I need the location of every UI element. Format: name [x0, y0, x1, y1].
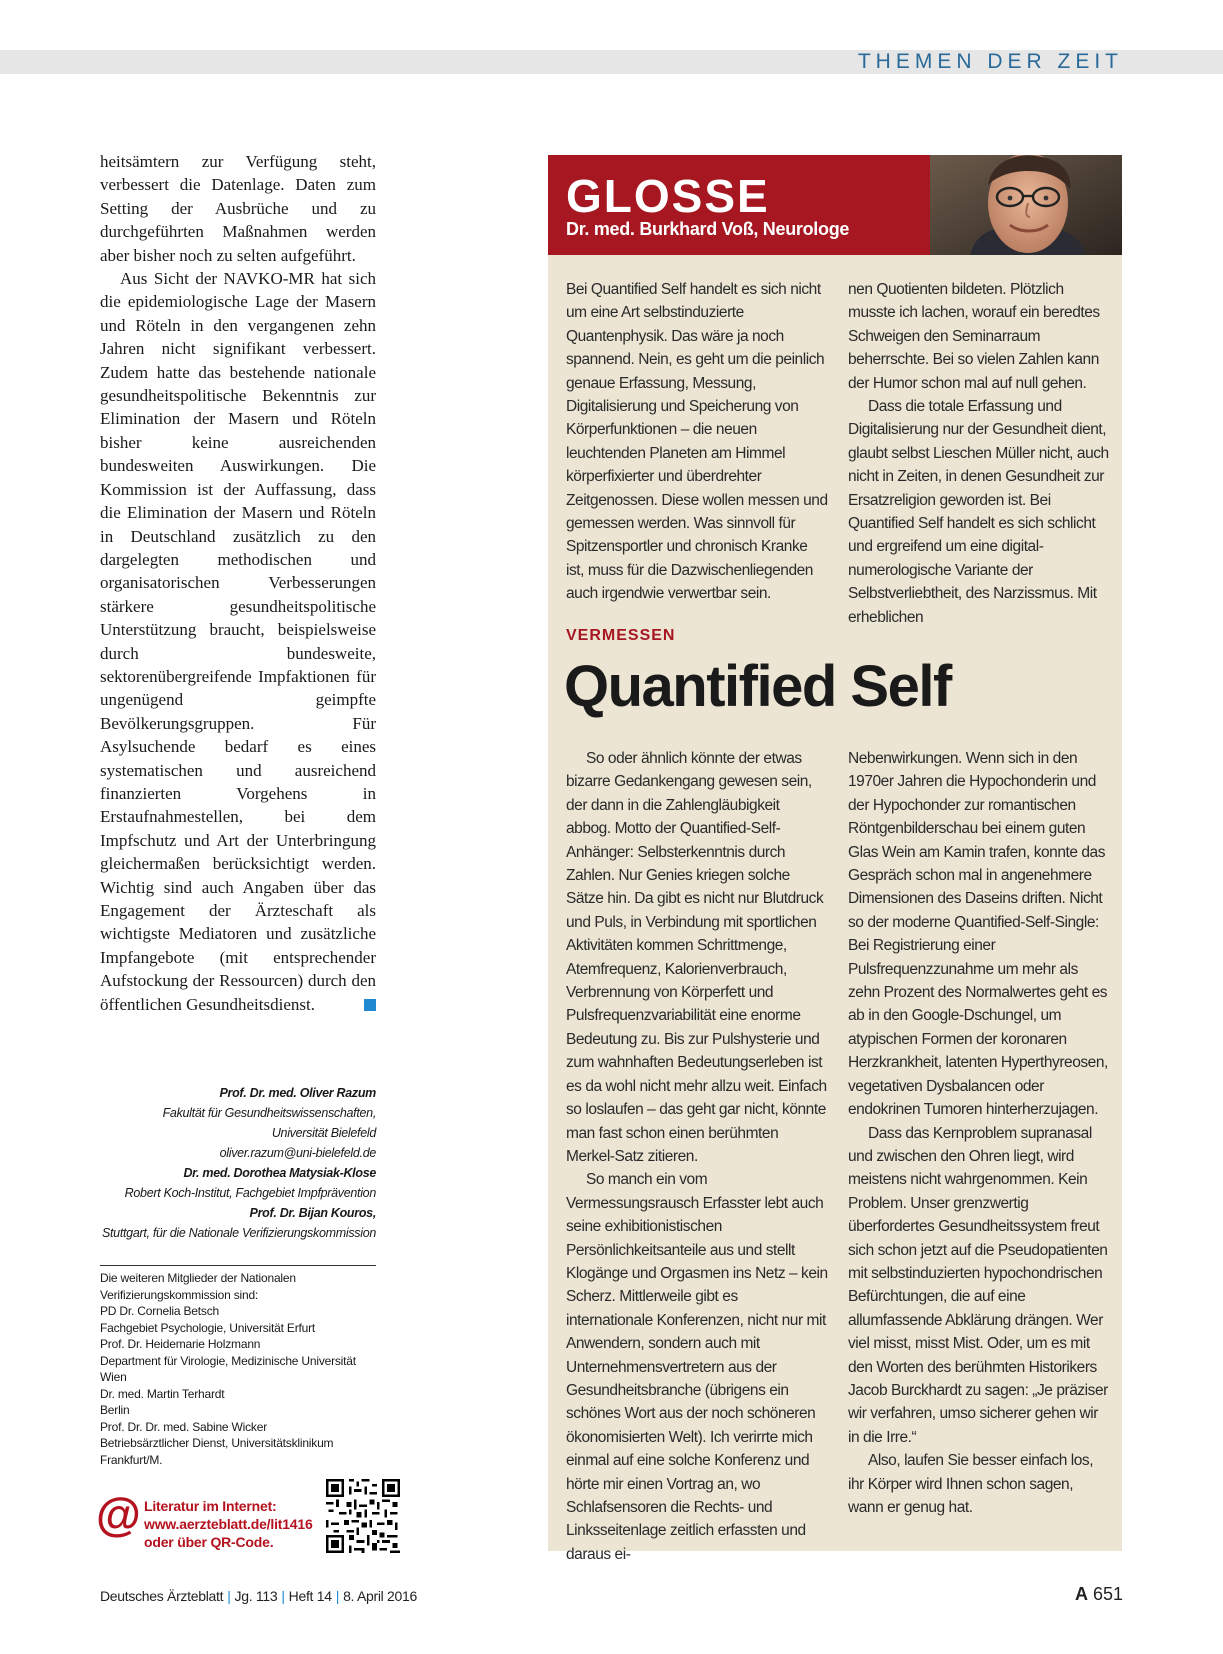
qr-code-icon[interactable]: [326, 1479, 400, 1553]
author-portrait: [930, 155, 1122, 255]
author-affiliation: Robert Koch-Institut, Fachgebiet Impfprävention: [124, 1186, 376, 1200]
literature-link[interactable]: [144, 1497, 313, 1551]
glosse-author: Dr. med. Burkhard Voß, Neurologe: [566, 219, 850, 239]
left-paragraph-2: [100, 267, 376, 1016]
page-number-value: 651: [1092, 1584, 1123, 1604]
author-affiliation: Universität Bielefeld: [271, 1126, 376, 1140]
article-paragraph: Nebenwirkungen. Wenn sich in den 1970er Jahren die Hypochonderin und der Hypochonder zur romantischen Röntgenbilderschau bei einem guten Glas Wein am Kamin trafen, konnte das Gespräch schon mal in angenehmere Dimensionen des Daseins driften. Nicht so der moderne Quantified-Self-Single: Bei Registrierung einer Pulsfrequenzzunahme um mehr als zehn Prozent des Normalwertes geht es ab in den Google-Dschungel, um atypischen Formen der koronaren Herzkrankheit, latenten Hyperthyreosen, vegetativen Dysbalancen oder endokrinen Tumoren hinterherzujagen.: [848, 750, 1108, 1119]
issue: Heft 14: [288, 1588, 332, 1604]
separator: |: [281, 1588, 285, 1604]
commission-members: [100, 1270, 376, 1468]
left-column-body: [100, 150, 376, 1016]
footer-citation: [100, 1586, 417, 1606]
commission-line: Prof. Dr. Dr. med. Sabine Wicker: [100, 1419, 267, 1434]
glosse-label: GLOSSE: [566, 170, 770, 222]
literature-line: Literatur im Internet:: [144, 1498, 277, 1514]
author-email: oliver.razum@uni-bielefeld.de: [219, 1146, 376, 1160]
article-column-2: [848, 747, 1110, 1519]
left-paragraph-2-text: Aus Sicht der NAVKO-MR hat sich die epidemiologische Lage der Masern und Röteln in den vergangenen zehn Jahren nicht signifikant verbessert. Zudem hatte das bestehende nationale gesundheitspolitische Bekenntnis zur Elimination der Masern und Röteln bisher keine ausreichenden bundesweiten Auswirkungen. Die Kommission ist der Auffassung, dass die Elimination der Masern und Röteln in Deutschland zusätzlich zu den dargelegten methodischen und organisatorischen Verbesserungen stärkere gesundheitspolitische Unterstützung braucht, beispielsweise durch bundesweite, sektorenübergreifende Impfaktionen für ungenügend geimpfte Bevölkerungsgruppen. Für Asylsuchende bedarf es eines systematischen und ausreichend finanzierten Vorgehens in Erstaufnahmestellen, bei dem Impfschutz und Art der Unterbringung gleichermaßen berücksichtigt werden. Wichtig sind auch Angaben über das Engagement der Ärzteschaft als wichtigste Mediatoren und zusätzliche Impfangebote (mit entsprechender Aufstockung der Ressourcen) durch den öffentlichen Gesundheitsdienst.: [100, 269, 376, 1014]
glosse-intro-column-2: [848, 278, 1110, 629]
date: 8. April 2016: [343, 1588, 417, 1604]
commission-divider: [100, 1265, 376, 1266]
commission-line: Berlin: [100, 1403, 130, 1417]
left-paragraph-1: heitsämtern zur Verfügung steht, verbessert die Datenlage. Daten zum Setting der Ausbrüche und zu durchgeführten Maßnahmen werden aber bisher noch zu selten aufgeführt.: [100, 152, 376, 265]
article-paragraph: So manch ein vom Vermessungsrausch Erfasster lebt auch seine exhibitionistischen Persönlichkeitsanteile aus und stellt Klogänge und Orgasmen ins Netz – kein Scherz. Mittlerweile gibt es internationale Konferenzen, nicht nur mit Anwendern, sondern auch mit Unternehmensvertretern aus der Gesundheitsbranche (übrigens ein schönes Wort aus der noch schöneren ökonomisierten Welt). Ich verirrte mich einmal auf eine solche Konferenz und hörte mir einen Vortrag an, wo Schlafsensoren die Rechts- und Linksseitenlage zeitlich erfassten und daraus ei-: [566, 1171, 828, 1563]
commission-line: Fachgebiet Psychologie, Universität Erfurt: [100, 1320, 316, 1335]
article-paragraph: Dass das Kernproblem supranasal und zwischen den Ohren liegt, wird meistens nicht wahrgenommen. Kein Problem. Unser grenzwertig überfordertes Gesundheitssystem freut sich schon jetzt auf die Pseudopatienten mit selbstinduzierten hypochondrischen Befürchtungen, die auf eine allumfassende Abklärung drängen. Wer viel misst, misst Mist. Oder, um es mit den Worten des berühmten Historikers Jacob Burckhardt zu sagen: „Je präziser wir verfahren, umso sicherer gehen wir in die Irre.“: [848, 1124, 1108, 1446]
volume: Jg. 113: [234, 1588, 278, 1604]
literature-line: oder über QR-Code.: [144, 1534, 274, 1550]
article-paragraph: So oder ähnlich könnte der etwas bizarre Gedankengang gewesen sein, der dann in die Zahlengläubigkeit abbog. Motto der Quantified-Self-Anhänger: Selbsterkenntnis durch Zahlen. Nur Genies kriegen solche Sätze hin. Da gibt es nicht nur Blutdruck und Puls, in Verbindung mit sportlichen Aktivitäten kommen Schrittmenge, Atemfrequenz, Kalorienverbrauch, Verbrennung von Körperfett und Pulsfrequenzvariabilität eine enorme Bedeutung zu. Bis zur Pulshysterie und zum wahnhaften Bedeutungserleben ist es da wohl nicht mehr allzu weit. Einfach so loslaufen – das geht gar nicht, könnte man fast schon einen berühmten Merkel-Satz zitieren.: [566, 750, 827, 1165]
author-affiliation: Fakultät für Gesundheitswissenschaften,: [162, 1106, 376, 1120]
commission-line: PD Dr. Cornelia Betsch: [100, 1304, 219, 1318]
commission-line: Department für Virologie, Medizinische Universität Wien: [100, 1353, 356, 1384]
journal-name: Deutsches Ärzteblatt: [100, 1588, 224, 1604]
literature-url[interactable]: www.aerzteblatt.de/lit1416: [144, 1516, 313, 1532]
author-block: [100, 1083, 376, 1243]
end-square-icon: [364, 999, 376, 1011]
article-kicker: VERMESSEN: [566, 627, 676, 644]
article-paragraph: Also, laufen Sie besser einfach los, ihr Körper wird Ihnen schon sagen, wann er genug hat.: [848, 1452, 1094, 1516]
glosse-intro-column-1: [566, 278, 828, 606]
article-headline: Quantified Self: [564, 654, 951, 719]
separator: |: [227, 1588, 231, 1604]
article-column-1: [566, 747, 828, 1566]
section-label: THEMEN DER ZEIT: [857, 50, 1123, 73]
glosse-intro-paragraph: nen Quotienten bildeten. Plötzlich musste ich lachen, worauf ein beredtes Schweigen den Seminarraum beherrschte. Bei so vielen Zahlen kann der Humor schon mal auf null gehen.: [848, 281, 1100, 392]
commission-line: Dr. med. Martin Terhardt: [100, 1386, 225, 1401]
page-prefix: A: [1074, 1584, 1088, 1604]
at-sign-icon: @: [96, 1488, 141, 1540]
author-name: Dr. med. Dorothea Matysiak-Klose: [183, 1166, 376, 1180]
commission-line: Betriebsärztlicher Dienst, Universitätsklinikum Frankfurt/M.: [100, 1436, 334, 1467]
page-number: [1075, 1582, 1123, 1606]
author-name: Prof. Dr. med. Oliver Razum: [219, 1086, 376, 1100]
commission-line: Prof. Dr. Heidemarie Holzmann: [100, 1337, 261, 1351]
separator: |: [335, 1588, 340, 1604]
commission-line: Die weiteren Mitglieder der Nationalen Verifizierungskommission sind:: [100, 1271, 296, 1302]
author-name: Prof. Dr. Bijan Kouros,: [249, 1206, 376, 1220]
glosse-intro-paragraph: Dass die totale Erfassung und Digitalisierung nur der Gesundheit dient, glaubt selbst Lieschen Müller nicht, auch nicht in Zeiten, in denen Gesundheit zur Ersatzreligion geworden ist. Bei Quantified Self handelt es sich schlicht und ergreifend um eine digital-numerologische Variante der Selbstverliebtheit, des Narzissmus. Mit erheblichen: [848, 398, 1109, 626]
author-affiliation: Stuttgart, für die Nationale Verifizierungskommission: [101, 1226, 376, 1240]
glosse-intro-paragraph: Bei Quantified Self handelt es sich nicht um eine Art selbstinduzierte Quantenphysik. Das wäre ja noch spannend. Nein, es geht um die peinlich genaue Erfassung, Messung, Digitalisierung und Speicherung von Körperfunktionen – die neuen leuchtenden Planeten am Himmel körperfixierter und überdrehter Zeitgenossen. Diese wollen messen und gemessen werden. Was sinnvoll für Spitzensportler und chronisch Kranke ist, muss für die Dazwischenliegenden auch irgendwie verwertbar sein.: [566, 281, 828, 603]
